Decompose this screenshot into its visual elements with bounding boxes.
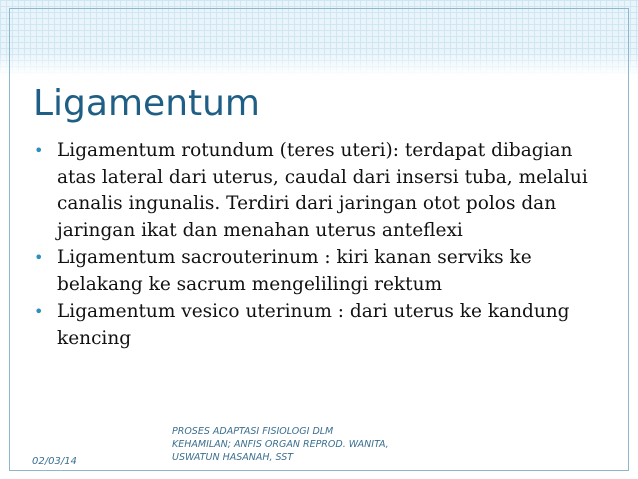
bullet-list: [32, 138, 592, 353]
footer-line: USWATUN HASANAH, SST: [172, 452, 294, 463]
bullet-text: Ligamentum vesico uterinum : dari uterus ke kandung kencing: [57, 301, 570, 349]
list-item: [32, 138, 592, 244]
footer-text: [172, 425, 442, 464]
slide-title: Ligamentum: [33, 83, 261, 124]
bullet-text: Ligamentum sacrouterinum : kiri kanan serviks ke belakang ke sacrum mengelilingi rektum: [57, 247, 532, 295]
footer-line: KEHAMILAN; ANFIS ORGAN REPROD. WANITA,: [172, 439, 389, 450]
list-item: [32, 299, 592, 352]
footer-line: PROSES ADAPTASI FISIOLOGI DLM: [172, 426, 334, 437]
bullet-text: Ligamentum rotundum (teres uteri): terdapat dibagian atas lateral dari uterus, caudal dari insersi tuba, melalui canalis ingunalis. Terdiri dari jaringan otot polos dan jaringan ikat dan menahan uterus anteflexi: [57, 140, 588, 241]
list-item: [32, 245, 592, 298]
bullet-dot-icon: •: [34, 302, 44, 321]
bullet-dot-icon: •: [34, 248, 44, 267]
footer-date: 02/03/14: [32, 456, 77, 467]
bullet-dot-icon: •: [34, 141, 44, 160]
